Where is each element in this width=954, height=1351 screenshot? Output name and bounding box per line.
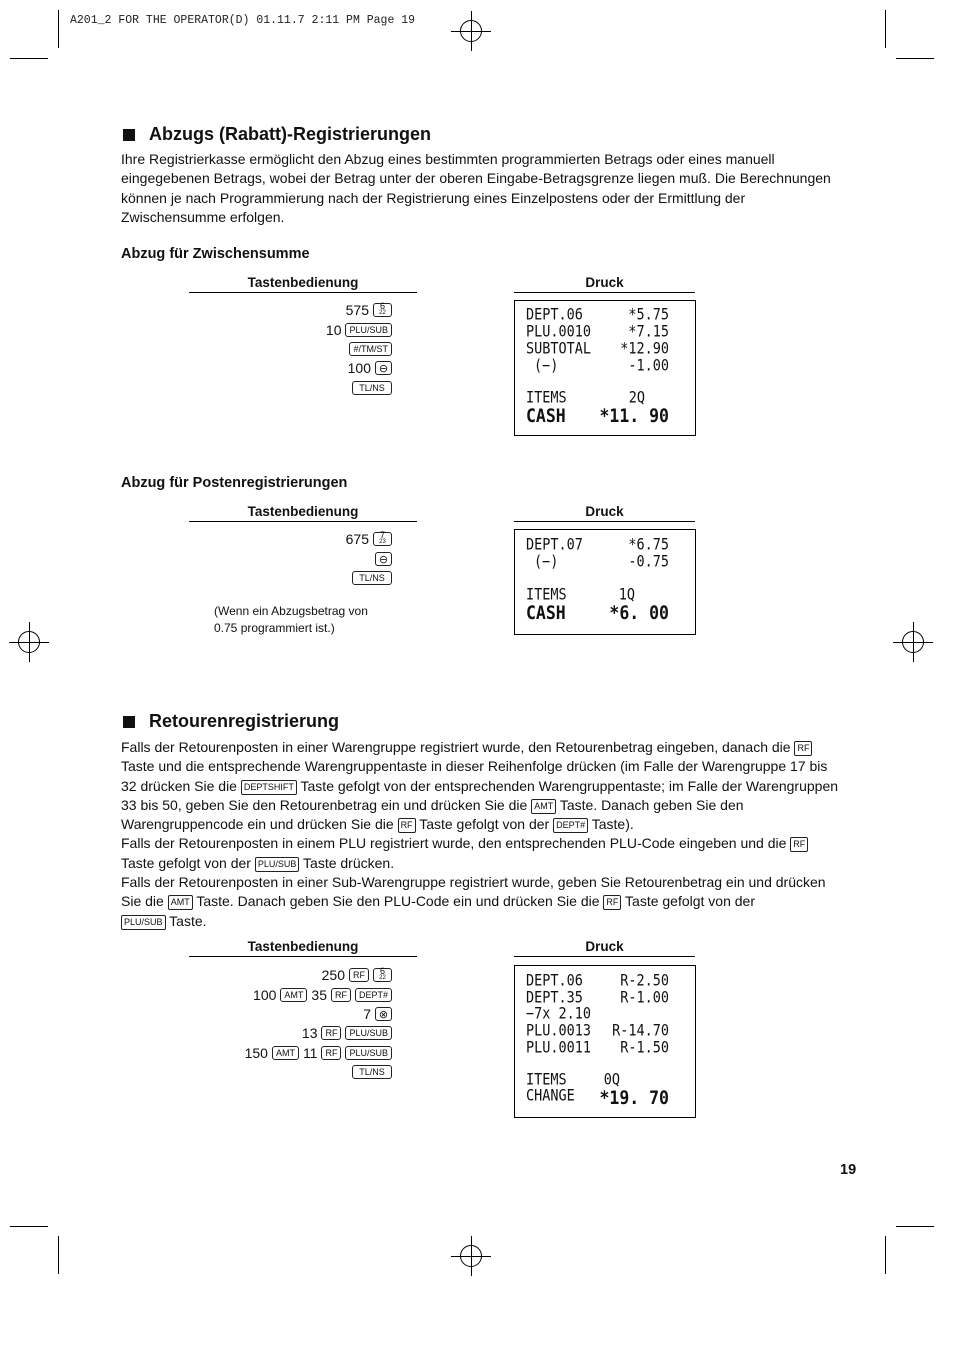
subsection-title: Abzug für Zwischensumme: [121, 246, 310, 262]
amt-key: AMT: [272, 1046, 299, 1060]
receipt-line: ITEMS 1Q: [526, 585, 635, 605]
receipt-line: ITEMS 0Q: [526, 1070, 620, 1090]
receipt-printout: [514, 965, 696, 1118]
rf-key-icon: RF: [398, 818, 416, 833]
key-row: 100 AMT 35 RF DEPT#: [253, 986, 392, 1004]
receipt-line: (−) -1.00: [534, 356, 669, 376]
section-body: Falls der Retourenposten in einer Warengruppe registriert wurde, den Retourenbetrag eingeben, danach die RF Taste und die entsprechende Warengruppentaste in dieser Reihenfolge drücken (im Falle der Warengruppe 17 bis 32 drücken Sie die DEPTSHIFT Taste gefolgt von der entsprechenden Warengruppentaste; im Falle der Warengruppen 33 bis 50, geben Sie den Retourenbetrag ein und drücken Sie die AMT Taste. Danach geben Sie den Warengruppencode ein und drücken Sie die RF Taste gefolgt von der DEPT# Taste). Falls der Retourenposten in einem PLU registriert wurde, den entsprechenden PLU-Code eingeben und die RF Taste gefolgt von der PLU/SUB Taste drücken. Falls der Retourenposten in einer Sub-Warengruppe registriert wurde, geben Sie Retourenbetrag ein und drücken Sie die AMT Taste. Danach geben Sie den PLU-Code ein und drücken Sie die RF Taste gefolgt von der PLU/SUB Taste.: [121, 739, 839, 929]
rf-key: RF: [321, 1046, 341, 1060]
tl-ns-key: TL/NS: [352, 381, 392, 395]
crop-mark: [885, 10, 886, 48]
tl-ns-key: TL/NS: [352, 1065, 392, 1079]
key-row: 250 RF 6 22: [322, 966, 392, 984]
dept-key-icon: DEPT#: [553, 818, 588, 833]
rf-key: RF: [321, 1026, 341, 1040]
crop-mark: [896, 58, 934, 59]
receipt-line: −7x 2.10: [526, 1004, 592, 1024]
key-sequence: [190, 966, 392, 1084]
key-row: [349, 340, 392, 358]
plu-sub-key-icon: PLU/SUB: [121, 915, 166, 930]
rf-key-icon: RF: [603, 895, 621, 910]
keys-column-head: Tastenbedienung: [189, 275, 417, 293]
receipt-line: DEPT.06 *5.75: [526, 305, 669, 325]
crop-mark: [885, 1236, 886, 1274]
bullet-square-icon: [123, 129, 135, 141]
dept-6-key: 6 22: [373, 303, 392, 317]
dept-7-key: 7 23: [373, 532, 392, 546]
crop-mark: [896, 1226, 934, 1227]
rf-key-icon: RF: [790, 837, 808, 852]
crop-mark: [10, 58, 48, 59]
key-row: 10 PLU/SUB: [326, 321, 392, 339]
receipt-line: DEPT.35 R-1.00: [526, 988, 669, 1008]
receipt-line: PLU.0013 R-14.70: [526, 1021, 669, 1041]
key-row: 675 7 23: [346, 530, 392, 548]
plu-sub-key: PLU/SUB: [345, 1026, 392, 1040]
key-row: [375, 550, 392, 568]
print-column-head: Druck: [514, 504, 695, 522]
key-sequence: [190, 301, 392, 401]
crop-mark: [58, 10, 59, 48]
registration-mark: [893, 622, 933, 662]
key-row: 575 6 22: [346, 301, 392, 319]
rf-key: RF: [349, 968, 369, 982]
plu-sub-key: PLU/SUB: [345, 1046, 392, 1060]
section-body: Ihre Registrierkasse ermöglicht den Abzug eines bestimmten programmierten Betrags oder eines manuell eingegebenen Betrags, wobei der Betrag unter der oberen Eingabe-Betragsgrenze liegen muß. Die Berechnungen können je nach Programmierung nach der Registrierung eines Einzelpostens oder der Ermittlung der Zwischensumme erfolgen.: [121, 151, 831, 225]
dept-6-key: 6 22: [373, 968, 392, 982]
receipt-total-line: CHANGE *19. 70: [526, 1086, 669, 1109]
amt-key-icon: AMT: [168, 895, 193, 910]
minus-key: ⊖: [375, 552, 392, 566]
crop-mark: [58, 1236, 59, 1274]
dept-code-key: DEPT#: [355, 988, 392, 1002]
registration-mark: [451, 1236, 491, 1276]
section-title: Retourenregistrierung: [123, 711, 339, 732]
multiply-key: ⊗: [375, 1007, 392, 1021]
tm-st-key: #/TM/ST: [349, 342, 392, 356]
minus-key: ⊖: [375, 361, 392, 375]
amt-key-icon: AMT: [531, 799, 556, 814]
print-header: A201_2 FOR THE OPERATOR(D) 01.11.7 2:11 PM Page 19: [70, 14, 416, 27]
plu-sub-key: PLU/SUB: [345, 323, 392, 337]
receipt-line: SUBTOTAL *12.90: [526, 339, 669, 359]
key-row: 13 RF PLU/SUB: [302, 1024, 392, 1042]
key-row: [352, 379, 392, 397]
receipt-line: PLU.0010 *7.15: [526, 322, 669, 342]
bullet-square-icon: [123, 716, 135, 728]
receipt-printout: [514, 529, 696, 635]
plu-sub-key-icon: PLU/SUB: [255, 857, 300, 872]
receipt-line: ITEMS 2Q: [526, 388, 645, 408]
keys-column-head: Tastenbedienung: [189, 939, 417, 957]
key-row: 100 ⊖: [348, 359, 392, 377]
key-row: [352, 569, 392, 587]
receipt-line: DEPT.06 R-2.50: [526, 971, 669, 991]
receipt-line: PLU.0011 R-1.50: [526, 1038, 669, 1058]
key-row: 150 AMT 11 RF PLU/SUB: [245, 1044, 392, 1062]
amt-key: AMT: [280, 988, 307, 1002]
receipt-line: (−) -0.75: [534, 552, 669, 572]
key-sequence: [190, 530, 392, 590]
keys-column-head: Tastenbedienung: [189, 504, 417, 522]
section-title: Abzugs (Rabatt)-Registrierungen: [123, 124, 431, 145]
page-number: 19: [840, 1162, 857, 1178]
rf-key-icon: RF: [794, 741, 812, 756]
subsection-title: Abzug für Postenregistrierungen: [121, 475, 348, 491]
print-column-head: Druck: [514, 275, 695, 293]
rf-key: RF: [331, 988, 351, 1002]
receipt-total-line: CASH *6. 00: [526, 601, 669, 624]
footnote: (Wenn ein Abzugsbetrag von 0.75 programmiert ist.): [214, 604, 368, 635]
key-row: [352, 1063, 392, 1081]
deptshift-key-icon: DEPTSHIFT: [241, 780, 297, 795]
key-row: 7 ⊗: [363, 1005, 392, 1023]
print-column-head: Druck: [514, 939, 695, 957]
registration-mark: [9, 622, 49, 662]
registration-mark: [451, 11, 491, 51]
receipt-total-line: CASH *11. 90: [526, 404, 669, 427]
tl-ns-key: TL/NS: [352, 571, 392, 585]
crop-mark: [10, 1226, 48, 1227]
receipt-printout: [514, 300, 696, 436]
receipt-line: DEPT.07 *6.75: [526, 535, 669, 555]
